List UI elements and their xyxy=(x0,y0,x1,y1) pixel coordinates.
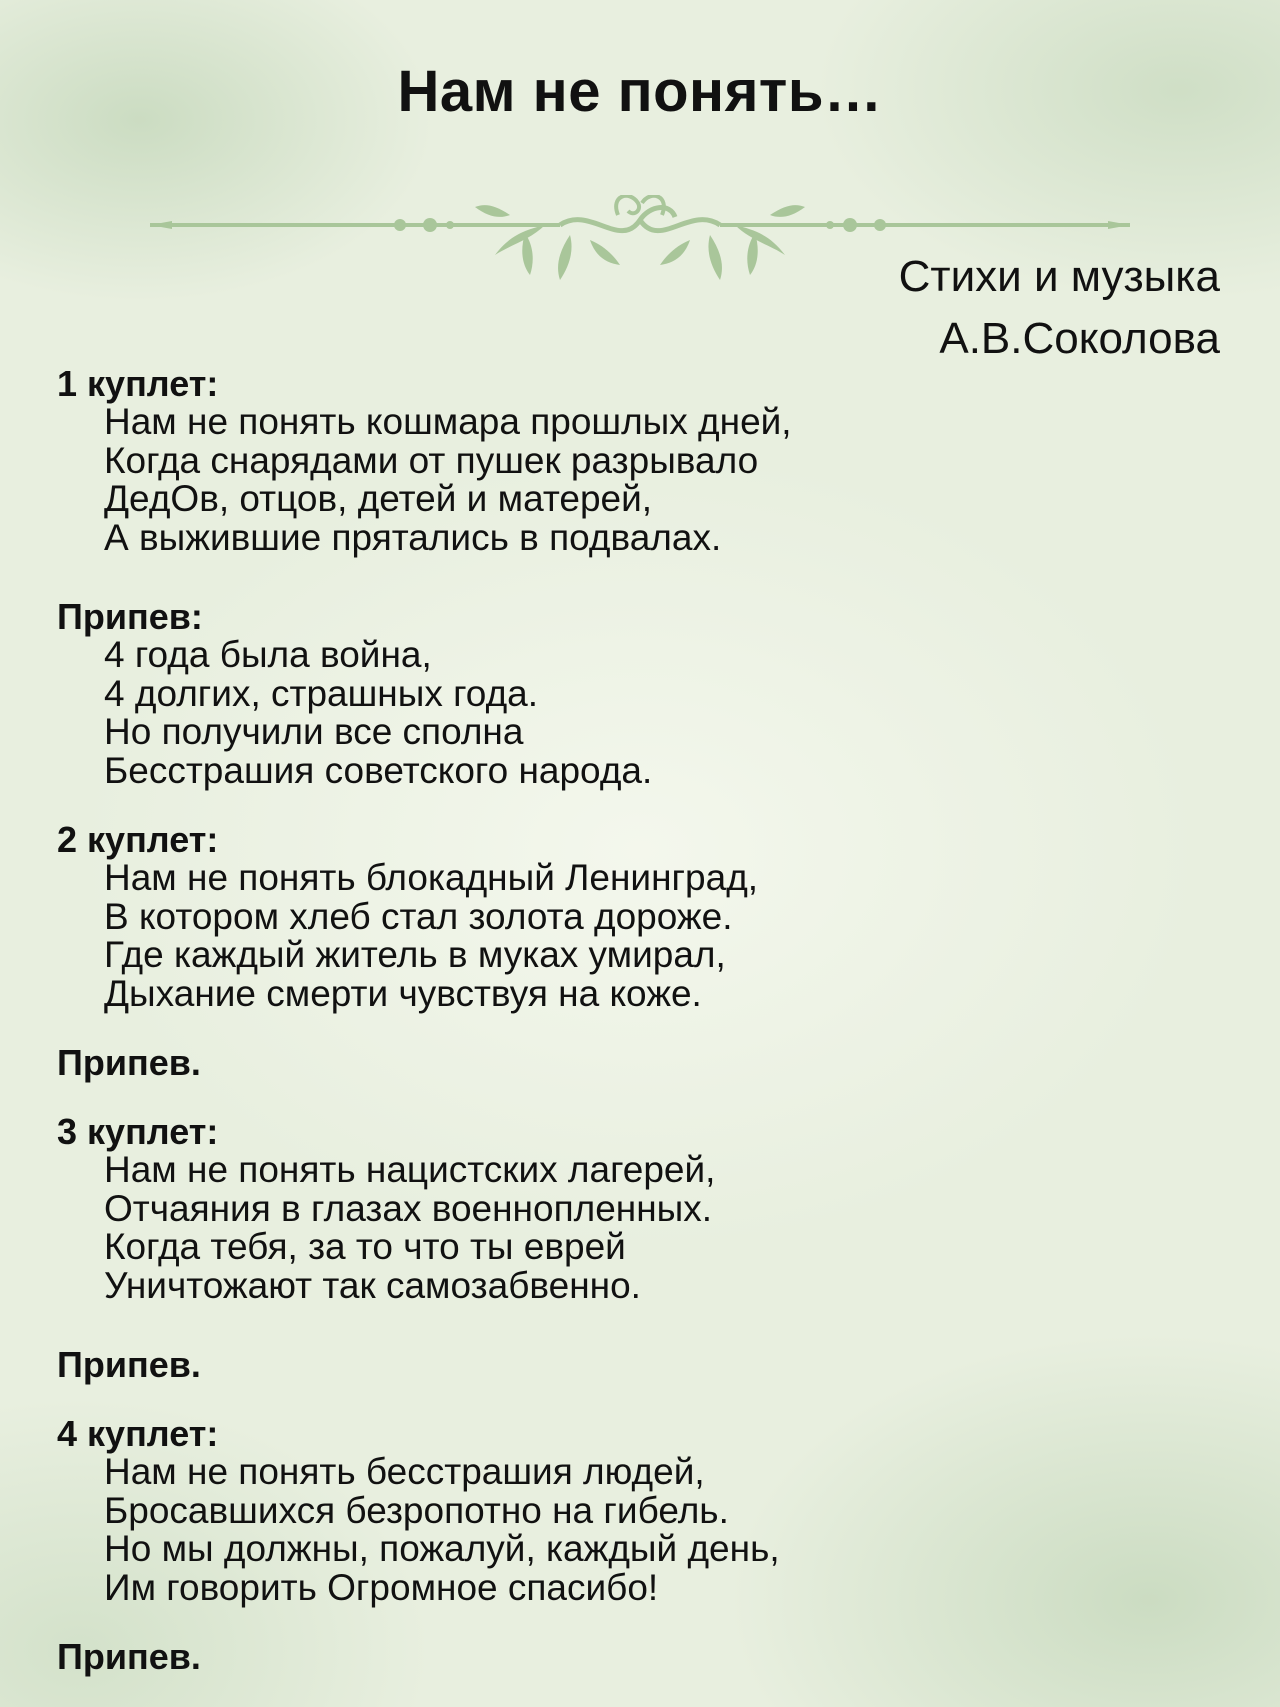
lyric-line: Но мы должны, пожалуй, каждый день, xyxy=(104,1528,780,1569)
lyric-line: Когда тебя, за то что ты еврей xyxy=(104,1226,626,1267)
author-credit-line-2: А.В.Соколова xyxy=(939,314,1220,363)
lyric-line: Нам не понять бесстрашия людей, xyxy=(104,1451,705,1492)
verse-2 xyxy=(57,821,1057,1013)
lyric-line: Когда снарядами от пушек разрывало xyxy=(104,439,759,481)
section-heading: Припев. xyxy=(57,1042,201,1083)
section-heading: 3 куплет: xyxy=(57,1111,219,1152)
chorus-repeat xyxy=(57,1346,1057,1384)
lyric-line: Дыхание смерти чувствуя на коже. xyxy=(104,972,702,1014)
lyric-line: Где каждый житель в муках умирал, xyxy=(104,934,726,975)
section-heading: Припев. xyxy=(57,1636,201,1677)
lyric-line: Но получили все сполна xyxy=(104,711,524,752)
verse-3 xyxy=(57,1113,1057,1305)
lyric-line: Уничтожают так самозабвенно. xyxy=(104,1264,641,1306)
chorus-repeat xyxy=(57,1638,1057,1676)
lyric-line: Бесстрашия советского народа. xyxy=(104,749,653,791)
section-heading: 4 куплет: xyxy=(57,1413,219,1454)
section-heading: 2 куплет: xyxy=(57,819,219,860)
lyrics xyxy=(57,365,1057,1676)
author-credit xyxy=(899,246,1220,370)
lyric-line: Нам не понять нацистских лагерей, xyxy=(104,1149,716,1190)
lyric-line: ДедОв, отцов, детей и матерей, xyxy=(104,478,653,519)
section-heading: Припев: xyxy=(57,596,203,637)
lyric-line: 4 года была война, xyxy=(104,634,432,675)
lyric-line: Нам не понять кошмара прошлых дней, xyxy=(104,401,792,442)
lyric-line: А выжившие прятались в подвалах. xyxy=(104,516,722,558)
lyric-line: Им говорить Огромное спасибо! xyxy=(104,1566,659,1608)
lyric-line: 4 долгих, страшных года. xyxy=(104,672,539,714)
author-credit-line-1: Стихи и музыка xyxy=(898,252,1220,301)
lyric-line: В котором хлеб стал золота дороже. xyxy=(104,895,733,937)
lyric-line: Бросавшихся безропотно на гибель. xyxy=(104,1489,729,1531)
verse-4 xyxy=(57,1415,1057,1607)
chorus xyxy=(57,598,1057,790)
verse-1 xyxy=(57,365,1057,557)
section-heading: 1 куплет: xyxy=(57,363,219,404)
section-heading: Припев. xyxy=(57,1344,201,1385)
chorus-repeat xyxy=(57,1044,1057,1082)
page-title: Нам не понять… xyxy=(397,59,883,124)
lyric-line: Нам не понять блокадный Ленинград, xyxy=(104,857,759,898)
lyric-line: Отчаяния в глазах военнопленных. xyxy=(104,1187,713,1229)
